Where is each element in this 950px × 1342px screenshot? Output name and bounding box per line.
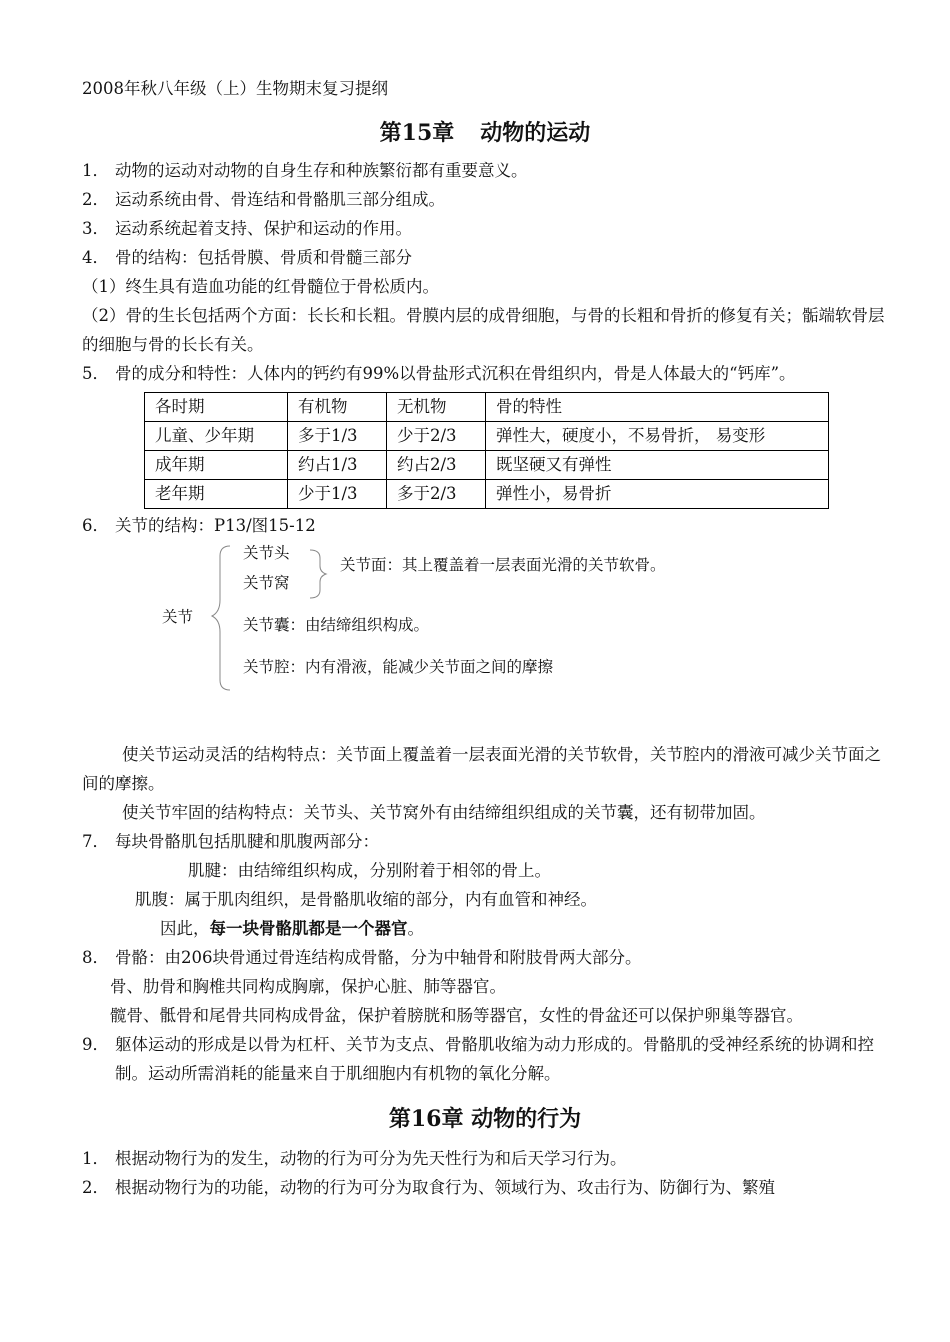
- list-item: 4． 骨的结构：包括骨膜、骨质和骨髓三部分: [82, 248, 412, 267]
- list-item: 1． 根据动物行为的发生，动物的行为可分为先天性行为和后天学习行为。: [82, 1149, 627, 1168]
- main-brace-icon: [212, 546, 230, 690]
- chapter-16-heading: [82, 1102, 888, 1136]
- chapter-15-heading: [82, 116, 888, 150]
- list-item: 6． 关节的结构：P13/图15-12: [82, 516, 316, 535]
- chapter-16-title: 动物的行为: [471, 1106, 582, 1132]
- table-cell: 成年期: [145, 451, 288, 480]
- table-cell: 多于2/3: [387, 480, 486, 509]
- surface-brace-icon: [310, 550, 326, 598]
- joint-cavity-label: 关节腔：内有滑液，能减少关节面之间的摩擦: [243, 658, 554, 676]
- joint-firmness-paragraph: 使关节牢固的结构特点：关节头、关节窝外有由结缔组织组成的关节囊，还有韧带加固。: [122, 803, 766, 822]
- table-row: [145, 422, 829, 451]
- list-item: 3． 运动系统起着支持、保护和运动的作用。: [82, 219, 412, 238]
- bone-marrow-note: （1）终生具有造血功能的红骨髓位于骨松质内。: [82, 277, 439, 296]
- pelvis-paragraph: 髋骨、骶骨和尾骨共同构成骨盆，保护着膀胱和肠等器官，女性的骨盆还可以保护卵巢等器官。: [110, 1006, 803, 1025]
- tendon-line: 肌腱：由结缔组织构成，分别附着于相邻的骨上。: [188, 861, 551, 880]
- list-item: 5． 骨的成分和特性：人体内的钙约有99%以骨盐形式沉积在骨组织内，骨是人体最大的“钙库”。: [82, 364, 796, 383]
- joint-root-label: 关节: [162, 608, 194, 626]
- table-cell: 既坚硬又有弹性: [486, 451, 829, 480]
- chapter-15-title: 动物的运动: [480, 120, 591, 146]
- list-item: 2． 运动系统由骨、骨连结和骨骼肌三部分组成。: [82, 190, 445, 209]
- list-item: 7． 每块骨骼肌包括肌腱和肌腹两部分：: [82, 832, 379, 851]
- document-page: [82, 74, 888, 1202]
- muscle-belly-line: 肌腹：属于肌肉组织，是骨骼肌收缩的部分，内有血管和神经。: [135, 890, 597, 909]
- joint-structure-diagram: [82, 540, 888, 740]
- table-cell: 约占1/3: [288, 451, 387, 480]
- bone-composition-table: [144, 392, 829, 509]
- organ-conclusion: 因此，每一块骨骼肌都是一个器官。: [160, 919, 424, 938]
- organ-emphasis: 每一块骨骼肌都是一个器官: [209, 919, 408, 938]
- table-cell: 弹性小，易骨折: [486, 480, 829, 509]
- table-cell: 儿童、少年期: [145, 422, 288, 451]
- list-item: 2． 根据动物行为的功能，动物的行为可分为取食行为、领域行为、攻击行为、防御行为、繁殖: [82, 1178, 775, 1197]
- table-header-row: [145, 393, 829, 422]
- table-header-cell: 骨的特性: [486, 393, 829, 422]
- chapter-15-number: 第15章: [379, 120, 455, 146]
- bone-growth-note: （2）骨的生长包括两个方面：长长和长粗。骨膜内层的成骨细胞，与骨的长粗和骨折的修复有关；骺端软骨层的细胞与骨的长长有关。: [82, 306, 885, 354]
- table-header-cell: 无机物: [387, 393, 486, 422]
- table-cell: 约占2/3: [387, 451, 486, 480]
- joint-head-label: 关节头: [243, 544, 290, 562]
- table-cell: 少于1/3: [288, 480, 387, 509]
- table-row: [145, 451, 829, 480]
- table-cell: 多于1/3: [288, 422, 387, 451]
- list-item: 1． 动物的运动对动物的自身生存和种族繁衍都有重要意义。: [82, 161, 528, 180]
- table-cell: 弹性大，硬度小，不易骨折， 易变形: [486, 422, 829, 451]
- joint-socket-label: 关节窝: [243, 574, 290, 592]
- joint-capsule-label: 关节囊：由结缔组织构成。: [243, 616, 430, 634]
- table-header-cell: 各时期: [145, 393, 288, 422]
- list-item: 9． 躯体运动的形成是以骨为杠杆、关节为支点、骨骼肌收缩为动力形成的。骨骼肌的受神经系统的协调和控制。运动所需消耗的能量来自于肌细胞内有机物的氧化分解。: [82, 1035, 874, 1083]
- thorax-paragraph: 骨、肋骨和胸椎共同构成胸廓，保护心脏、肺等器官。: [110, 977, 506, 996]
- table-cell: 少于2/3: [387, 422, 486, 451]
- list-item: 8． 骨骼：由206块骨通过骨连结构成骨骼，分为中轴骨和附肢骨两大部分。: [82, 948, 642, 967]
- table-header-cell: 有机物: [288, 393, 387, 422]
- table-cell: 老年期: [145, 480, 288, 509]
- chapter-16-number: 第16章: [388, 1106, 464, 1132]
- joint-surface-label: 关节面：其上覆盖着一层表面光滑的关节软骨。: [340, 556, 666, 574]
- table-row: [145, 480, 829, 509]
- joint-flexibility-paragraph: 使关节运动灵活的结构特点：关节面上覆盖着一层表面光滑的关节软骨，关节腔内的滑液可减少关节面之间的摩擦。: [82, 745, 881, 793]
- document-title: 2008年秋八年级（上）生物期末复习提纲: [82, 79, 388, 98]
